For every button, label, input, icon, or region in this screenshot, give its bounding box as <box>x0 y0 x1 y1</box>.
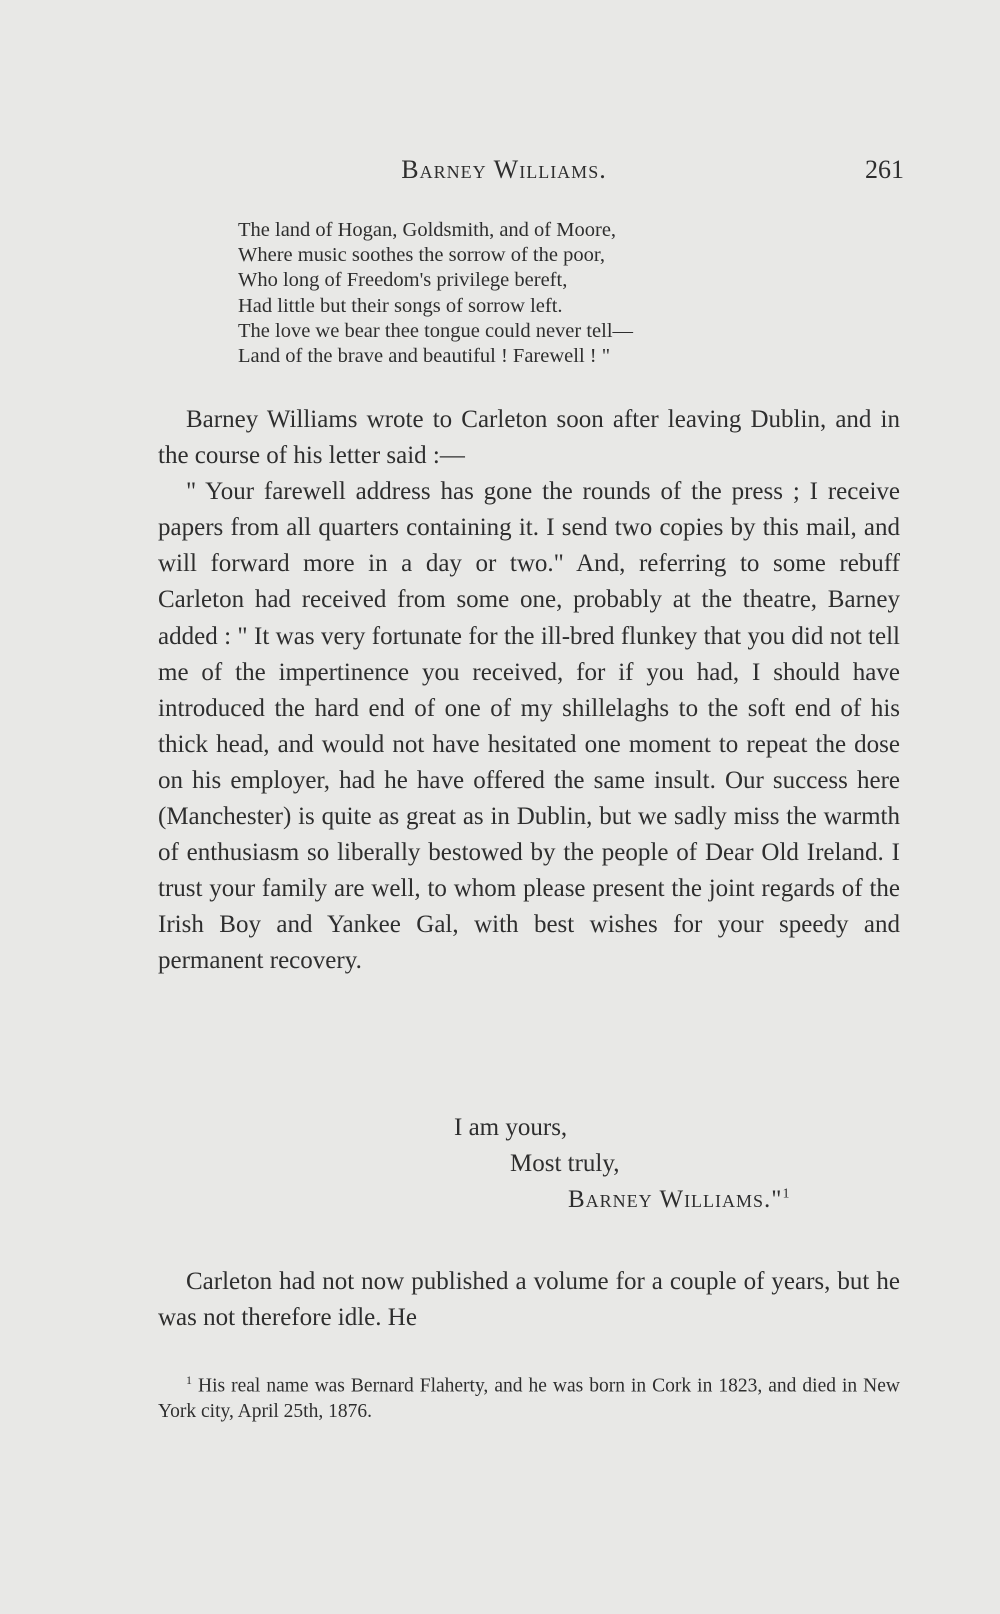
poem-stanza <box>238 218 633 369</box>
poem-line: Had little but their songs of sorrow left. <box>238 294 563 317</box>
letter-closing-2 <box>158 1150 900 1178</box>
poem-line: Where music soothes the sorrow of the poor, <box>238 244 605 267</box>
poem-line: The land of Hogan, Goldsmith, and of Moore, <box>238 219 617 241</box>
paragraph-carleton <box>158 1264 900 1336</box>
signature-text: Barney Williams." <box>568 1186 783 1213</box>
page-number: 261 <box>865 155 904 184</box>
paragraph-intro: Barney Williams wrote to Carleton soon after leaving Dublin, and in the course of his letter said :— <box>158 406 900 470</box>
letter-closing: I am yours, <box>454 1114 568 1141</box>
letter-closing-text: Most truly, <box>510 1150 620 1177</box>
footnote-text: His real name was Bernard Flaherty, and he was born in Cork in 1823, and died in New York city, April 25th, 1876. <box>158 1375 900 1422</box>
paragraph-carleton-text: Carleton had not now published a volume for a couple of years, but he was not therefore idle. He <box>158 1268 900 1332</box>
footnote-marker: 1 <box>186 1373 192 1387</box>
footnote <box>158 1368 900 1424</box>
poem-line: Land of the brave and beautiful ! Farewell ! " <box>238 345 611 368</box>
footnote-reference: 1 <box>782 1186 791 1202</box>
poem-line: Who long of Freedom's privilege bereft, <box>238 269 568 292</box>
paragraph-letter: " Your farewell address has gone the rounds of the press ; I receive papers from all quarters containing it. I send two copies by this mail, and will forward more in a day or two." And, referring to some rebuff Carleton had received from some one, probably at the theatre, Barney added : " It was very fortunate for the ill-bred flunkey that you did not tell me of the impertinence you received, for if you had, I should have introduced the hard end of one of my shillelaghs to the soft end of his thick head, and would not have hesitated one moment to repeat the dose on his employer, had he have offered the same insult. Our success here (Manchester) is quite as great as in Dublin, but we sadly miss the warmth of enthusiasm so liberally bestowed by the people of Dear Old Ireland. I trust your family are well, to whom please present the joint regards of the Irish Boy and Yankee Gal, with best wishes for your speedy and permanent recovery. <box>158 478 900 975</box>
page-header <box>158 155 904 191</box>
poem-line: The love we bear thee tongue could never tell— <box>238 319 634 342</box>
body-text <box>158 402 900 980</box>
running-head: Barney Williams. <box>401 155 607 184</box>
letter-signature <box>158 1186 900 1214</box>
